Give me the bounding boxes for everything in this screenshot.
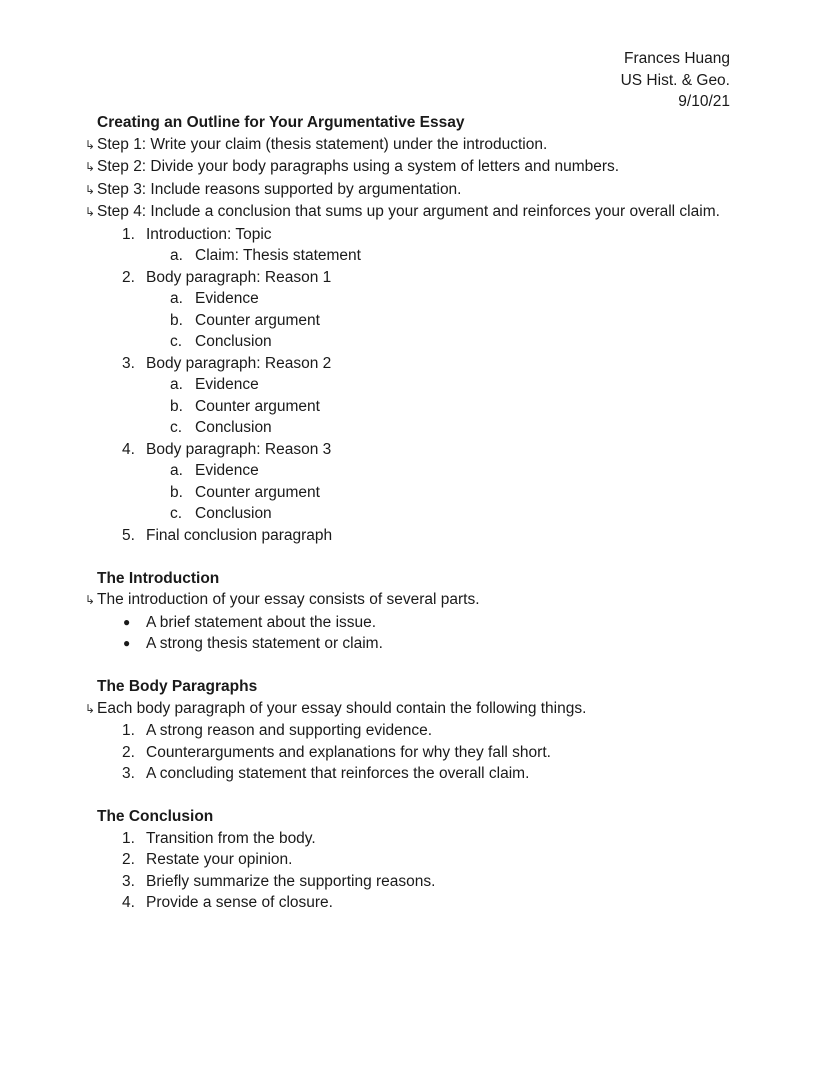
outline-subitem-text: Evidence: [195, 462, 259, 479]
outline-subitem-letter: b.: [170, 311, 183, 329]
body-lead-text: Each body paragraph of your essay should contain the following things.: [97, 699, 587, 717]
outline-step-text: Step 2: Divide your body paragraphs using a system of letters and numbers.: [97, 158, 620, 175]
outline-step-text: Step 3: Include reasons supported by argumentation.: [97, 180, 462, 198]
outline-subitem: [97, 503, 737, 525]
outline-subitem-letter: c.: [170, 505, 183, 522]
conclusion-list-item-number: 1.: [122, 829, 135, 847]
body-list-item-number: 3.: [122, 765, 135, 782]
body-list-item-text: A strong reason and supporting evidence.: [146, 722, 433, 739]
outline-step: [85, 201, 725, 224]
conclusion-list-item-text: Provide a sense of closure.: [146, 894, 333, 911]
outline-subitem-text: Counter argument: [195, 397, 320, 415]
body-list-item: [97, 742, 737, 764]
arrow-icon: ↳: [85, 593, 96, 607]
arrow-icon: ↳: [85, 205, 96, 219]
conclusion-list-item-number: 2.: [122, 851, 135, 868]
introduction-bullets: [97, 612, 737, 655]
outline-step: [85, 179, 725, 202]
document-date: 9/10/21: [678, 93, 730, 110]
outline-item: [97, 439, 737, 461]
outline-item-number: 2.: [122, 268, 135, 286]
introduction-bullet-item: [97, 612, 737, 634]
body-lead: [85, 698, 725, 721]
outline-item: [97, 525, 737, 547]
conclusion-title: The Conclusion: [97, 808, 214, 825]
introduction-section: [85, 568, 737, 655]
conclusion-list-item-text: Restate your opinion.: [146, 851, 293, 868]
document-body: [85, 112, 737, 914]
outline-subitem-text: Conclusion: [195, 333, 272, 350]
outline-subitem-letter: c.: [170, 419, 183, 436]
outline-item: [97, 224, 737, 246]
outline-item-text: Final conclusion paragraph: [146, 526, 333, 544]
outline-item-text: Body paragraph: Reason 2: [146, 354, 332, 372]
arrow-icon: ↳: [85, 182, 96, 197]
body-list-item-text: A concluding statement that reinforces the overall claim.: [146, 765, 530, 782]
body-list-item: [97, 720, 737, 742]
outline-section: [85, 112, 737, 546]
arrow-icon: ↳: [85, 137, 96, 152]
outline-item-text: Body paragraph: Reason 3: [146, 440, 332, 458]
outline-subitem-letter: c.: [170, 333, 183, 350]
outline-item-number: 4.: [122, 440, 135, 458]
bullet-icon: ●: [123, 614, 131, 629]
conclusion-list-item-number: 3.: [122, 872, 135, 890]
body-title: The Body Paragraphs: [97, 678, 258, 695]
body-list: [97, 720, 737, 785]
outline-subitem-text: Conclusion: [195, 505, 272, 522]
conclusion-list-item: [97, 828, 737, 850]
course-name: US Hist. & Geo.: [620, 71, 730, 89]
outline-item: [97, 353, 737, 375]
outline-subitem: [97, 482, 737, 504]
outline-step-text: Step 1: Write your claim (thesis statement) under the introduction.: [97, 135, 548, 153]
outline-subitem: [97, 331, 737, 353]
author-name: Frances Huang: [624, 50, 730, 67]
outline-subitem: [97, 417, 737, 439]
conclusion-list-item: [97, 849, 737, 871]
conclusion-list-item-number: 4.: [122, 894, 135, 911]
outline-subitem-text: Claim: Thesis statement: [195, 247, 361, 264]
document-header: [621, 48, 730, 113]
outline-steps: [85, 134, 737, 224]
conclusion-list: [97, 828, 737, 914]
conclusion-list-item: [97, 892, 737, 914]
body-list-item-number: 2.: [122, 743, 135, 761]
introduction-bullet-text: A strong thesis statement or claim.: [146, 635, 383, 652]
body-list-item: [97, 763, 737, 785]
outline-subitem-letter: b.: [170, 483, 183, 501]
outline-subitem-letter: a.: [170, 462, 183, 479]
outline-subitem: [97, 374, 737, 396]
outline-item-text: Body paragraph: Reason 1: [146, 268, 332, 286]
conclusion-list-item-text: Briefly summarize the supporting reasons.: [146, 872, 436, 890]
outline-subitem: [97, 245, 737, 267]
outline-subitem-text: Counter argument: [195, 483, 320, 501]
outline-subitem: [97, 460, 737, 482]
outline-item-text: Introduction: Topic: [146, 225, 272, 243]
conclusion-section: [97, 806, 737, 914]
outline-subitem-text: Evidence: [195, 290, 259, 307]
outline-list: [97, 224, 737, 547]
outline-subitem: [97, 288, 737, 310]
outline-step: [85, 134, 725, 157]
body-section: [85, 676, 737, 785]
bullet-icon: ●: [123, 636, 131, 650]
outline-subitem-letter: a.: [170, 247, 183, 264]
outline-item-number: 1.: [122, 225, 135, 243]
outline-title: Creating an Outline for Your Argumentative Essay: [97, 114, 465, 131]
arrow-icon: ↳: [85, 160, 96, 174]
outline-item: [97, 267, 737, 289]
introduction-bullet-item: [97, 633, 737, 655]
outline-subitem-letter: b.: [170, 397, 183, 415]
outline-subitem: [97, 396, 737, 418]
outline-subitem-letter: a.: [170, 290, 183, 307]
introduction-bullet-text: A brief statement about the issue.: [146, 613, 377, 631]
outline-item-number: 3.: [122, 354, 135, 372]
outline-subitem: [97, 310, 737, 332]
outline-subitem-text: Conclusion: [195, 419, 272, 436]
outline-subitem-letter: a.: [170, 376, 183, 393]
outline-subitem-text: Counter argument: [195, 311, 320, 329]
introduction-lead: [85, 589, 725, 612]
conclusion-list-item-text: Transition from the body.: [146, 829, 316, 847]
outline-subitem-text: Evidence: [195, 376, 259, 393]
conclusion-list-item: [97, 871, 737, 893]
body-list-item-text: Counterarguments and explanations for why they fall short.: [146, 743, 551, 761]
introduction-lead-text: The introduction of your essay consists of several parts.: [97, 591, 480, 608]
introduction-title: The Introduction: [97, 569, 220, 587]
outline-step: [85, 156, 725, 179]
body-list-item-number: 1.: [122, 722, 135, 739]
outline-item-number: 5.: [122, 526, 135, 544]
arrow-icon: ↳: [85, 701, 96, 716]
outline-step-text: Step 4: Include a conclusion that sums up your argument and reinforces your overall claim.: [97, 203, 720, 220]
